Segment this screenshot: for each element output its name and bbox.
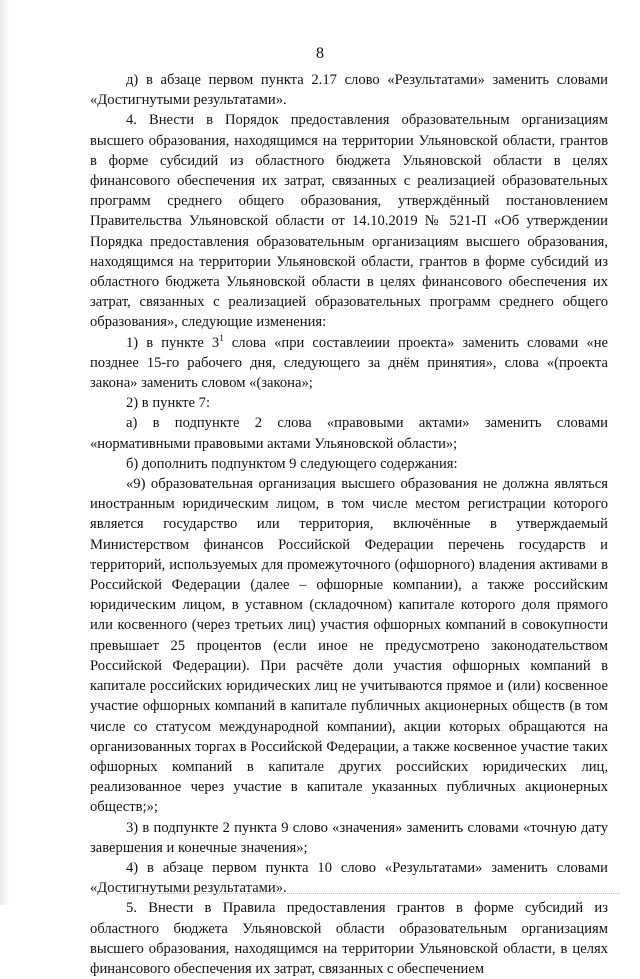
paragraph-subitem-2b: б) дополнить подпунктом 9 следующего содержания: bbox=[126, 455, 458, 472]
paragraph-amendment-d: д) в абзаце первом пункта 2.17 слово «Результатами» заменить словами «Достигнутыми результатами». bbox=[90, 72, 608, 109]
subitem-1-rest: слова «при составлеиии проекта» заменить словами «не позднее 15-го рабочего дня, следующего за днём принятия», слова «(проекта закона» заменить словом «(закона»; bbox=[90, 334, 608, 392]
paragraph-subitem-2: 2) в пункте 7: bbox=[126, 395, 211, 412]
document-body bbox=[90, 70, 608, 979]
paragraph-new-subitem-9: «9) образовательная организация высшего образования не должна являться иностранным юридическим лицом, в том числе местом регистрации которого является государство или территория, включённые в утверждаемый Министерством финансов Российской Федерации перечень государств и территорий, используемых для промежуточного (офшорного) владения активами в Российской Федерации (далее – офшорные компании), а также российским юридическим лицом, в уставном (складочном) капитале которого доля прямого или косвенного (через третьих лиц) участия офшорных компаний в совокупности превышает 25 процентов (если иное не предусмотрено законодательством Российской Федерации). При расчёте доли участия офшорных компаний в капитале российских юридических лиц не учитываются прямое и (или) косвенное участие офшорных компаний в капитале публичных акционерных обществ (в том числе со статусом международной компании), акции которых обращаются на организованных торгах в Российской Федерации, а также косвенное участие таких офшорных компаний в капитале других российских юридических лиц, реализованное через участие в капитале указанных публичных акционерных обществ;»; bbox=[90, 476, 608, 816]
paragraph-item-5: 5. Внести в Правила предоставления грантов в форме субсидий из областного бюджета Ульяновской области образовательным организациям высшего образования, находящимся на территории Ульяновской области, в целях финансового обеспечения их затрат, связанных с обеспечением bbox=[90, 900, 608, 977]
scan-bottom-artifact bbox=[120, 893, 620, 895]
paragraph-subitem-4: 4) в абзаце первом пункта 10 слово «Результатами» заменить словами «Достигнутыми результатами». bbox=[90, 859, 608, 897]
scan-shadow-edge bbox=[0, 0, 10, 905]
paragraph-subitem-3: 3) в подпункте 2 пункта 9 слово «значения» заменить словами «точную дату завершения и конечные значения»; bbox=[90, 819, 608, 856]
superscript-1: 1 bbox=[219, 332, 224, 343]
paragraph-item-4: 4. Внести в Порядок предоставления образовательным организациям высшего образования, находящимся на территории Ульяновской области, грантов в форме субсидий из областного бюджета Ульяновской области в целях финансового обеспечения их затрат, связанных с реализацией образовательных программ среднего общего образования, утверждённый постановлением Правительства Ульяновской области от 14.10.2019 № 521-П «Об утверждении Порядка предоставления образовательным организациям высшего образования, находящимся на территории Ульяновской области, грантов в форме субсидий из областного бюджета Ульяновской области в целях финансового обеспечения их затрат, связанных с реализацией образовательных программ среднего общего образования», следующие изменения: bbox=[90, 112, 608, 331]
subitem-1-start: 1) в пункте 3 bbox=[126, 334, 220, 351]
page-number: 8 bbox=[316, 45, 324, 62]
paragraph-subitem-2a: а) в подпункте 2 слова «правовыми актами» заменить словами «нормативными правовыми актами Ульяновской области»; bbox=[90, 415, 608, 452]
paragraph-subitem-1 bbox=[90, 333, 608, 394]
